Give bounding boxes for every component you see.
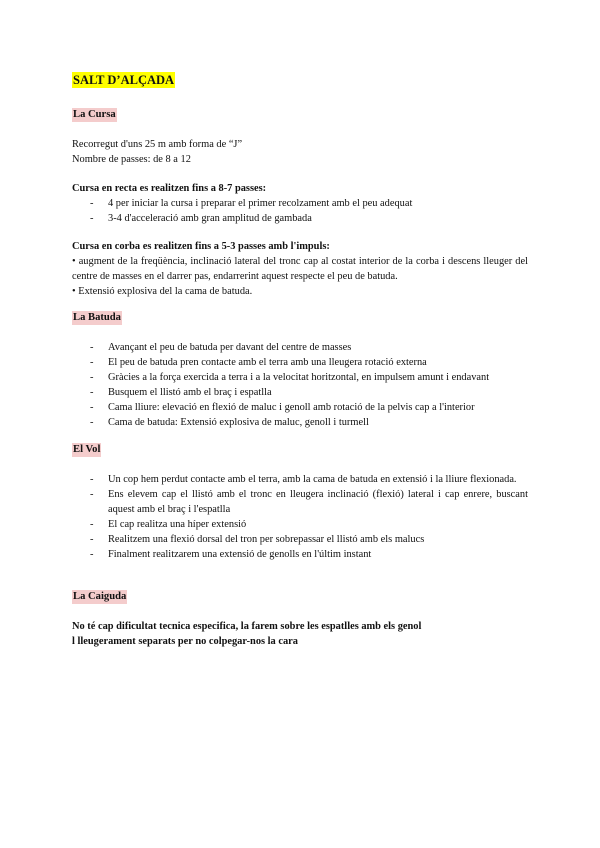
section-heading-batuda: La Batuda bbox=[73, 312, 121, 323]
cursa-corba bbox=[72, 239, 528, 299]
cursa-intro-line: Nombre de passes: de 8 a 12 bbox=[72, 154, 191, 165]
section-heading-vol: El Vol bbox=[73, 444, 101, 455]
list-item: - 3-4 d'acceleració amb gran amplitud de gambada bbox=[72, 211, 528, 226]
list-item: - Realitzem una flexió dorsal del tron per sobrepassar el llistó amb els malucs bbox=[72, 532, 528, 547]
cursa-recta-title: Cursa en recta es realitzen fins a 8-7 passes: bbox=[72, 183, 267, 194]
cursa-corba-bullet: • Extensió explosiva del la cama de batuda. bbox=[72, 286, 253, 297]
caiguda-line: No té cap dificultat tecnica especifica, la farem sobre les espatlles amb els genol bbox=[72, 621, 422, 632]
cursa-corba-title: Cursa en corba es realitzen fins a 5-3 passes amb l'impuls: bbox=[72, 241, 330, 252]
batuda-list bbox=[72, 340, 528, 430]
list-item: - Cama de batuda: Extensió explosiva de maluc, genoll i turmell bbox=[72, 415, 528, 430]
list-item: - Ens elevem cap el llistó amb el tronc en lleugera inclinació (flexió) lateral i cap enrere, buscant aquest amb el braç i l'espatlla bbox=[72, 487, 528, 517]
list-item: - El peu de batuda pren contacte amb el terra amb una lleugera rotació externa bbox=[72, 355, 528, 370]
cursa-intro bbox=[72, 137, 528, 167]
list-item: - Gràcies a la força exercida a terra i a la velocitat horitzontal, en impulsem amunt i endavant bbox=[72, 370, 528, 385]
cursa-recta bbox=[72, 181, 528, 226]
list-item: - Busquem el llistó amb el braç i espatlla bbox=[72, 385, 528, 400]
section-heading-cursa: La Cursa bbox=[73, 109, 116, 120]
list-item: - El cap realitza una híper extensió bbox=[72, 517, 528, 532]
caiguda-section bbox=[72, 619, 528, 649]
caiguda-line: l lleugerament separats per no colpegar-nos la cara bbox=[72, 636, 298, 647]
cursa-intro-line: Recorregut d'uns 25 m amb forma de “J” bbox=[72, 139, 243, 150]
document-title: SALT D’ALÇADA bbox=[73, 73, 175, 87]
cursa-recta-list bbox=[72, 196, 528, 226]
list-item: - Finalment realitzarem una extensió de genolls en l'últim instant bbox=[72, 547, 528, 562]
list-item: - Avançant el peu de batuda per davant del centre de masses bbox=[72, 340, 528, 355]
list-item: - Un cop hem perdut contacte amb el terra, amb la cama de batuda en extensió i la lliure flexionada. bbox=[72, 472, 528, 487]
list-item: - 4 per iniciar la cursa i preparar el primer recolzament amb el peu adequat bbox=[72, 196, 528, 211]
batuda-section bbox=[72, 340, 528, 430]
cursa-corba-bullet: • augment de la freqüència, inclinació lateral del tronc cap al costat interior de la corba i descens lleuger del centre de masses en el darrer pas, endarrerint aquest respecte el peu de batuda. bbox=[72, 256, 528, 282]
section-heading-caiguda: La Caiguda bbox=[73, 591, 127, 602]
vol-section bbox=[72, 472, 528, 562]
list-item: - Cama lliure: elevació en flexió de maluc i genoll amb rotació de la pelvis cap a l'interior bbox=[72, 400, 528, 415]
vol-list bbox=[72, 472, 528, 562]
